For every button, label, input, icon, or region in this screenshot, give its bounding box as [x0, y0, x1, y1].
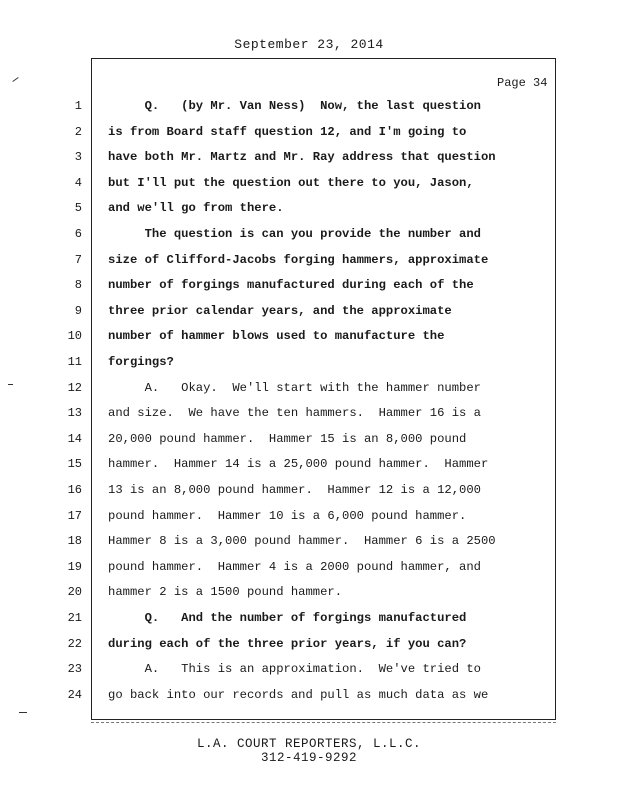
scan-mark: [8, 384, 13, 385]
line-number: 13: [67, 406, 82, 420]
line-number: 20: [67, 585, 82, 599]
line-number: 1: [74, 99, 82, 113]
page-number: Page 34: [497, 76, 548, 90]
transcript-line: A. This is an approximation. We've tried to: [108, 662, 481, 676]
transcript-line: Q. And the number of forgings manufactured: [108, 611, 467, 625]
line-number: 5: [74, 201, 82, 215]
transcript-line: go back into our records and pull as much data as we: [108, 688, 489, 702]
line-number: 19: [67, 560, 82, 574]
transcript-line: 20,000 pound hammer. Hammer 15 is an 8,000 pound: [108, 432, 467, 446]
line-number: 8: [74, 278, 82, 292]
transcript-line: three prior calendar years, and the approximate: [108, 304, 452, 318]
line-number: 18: [67, 534, 82, 548]
transcript-date: September 23, 2014: [234, 37, 384, 52]
scan-mark: [12, 77, 18, 82]
transcript-line: size of Clifford-Jacobs forging hammers, approximate: [108, 253, 489, 267]
transcript-line: A. Okay. We'll start with the hammer number: [108, 381, 481, 395]
transcript-line: hammer 2 is a 1500 pound hammer.: [108, 585, 343, 599]
line-number: 3: [74, 150, 82, 164]
line-number: 6: [74, 227, 82, 241]
transcript-line: during each of the three prior years, if you can?: [108, 637, 467, 651]
line-number: 7: [74, 253, 82, 267]
line-number: 4: [74, 176, 82, 190]
line-number: 12: [67, 381, 82, 395]
line-number: 10: [67, 329, 82, 343]
transcript-line: hammer. Hammer 14 is a 25,000 pound hammer. Hammer: [108, 457, 489, 471]
line-number: 11: [67, 355, 82, 369]
line-number: 2: [74, 125, 82, 139]
transcript-line: forgings?: [108, 355, 174, 369]
line-number: 23: [67, 662, 82, 676]
transcript-line: pound hammer. Hammer 4 is a 2000 pound hammer, and: [108, 560, 481, 574]
line-number: 16: [67, 483, 82, 497]
transcript-line: pound hammer. Hammer 10 is a 6,000 pound hammer.: [108, 509, 467, 523]
transcript-line: and size. We have the ten hammers. Hammer 16 is a: [108, 406, 481, 420]
transcript-line: Hammer 8 is a 3,000 pound hammer. Hammer 6 is a 2500: [108, 534, 496, 548]
line-number: 9: [74, 304, 82, 318]
transcript-line: 13 is an 8,000 pound hammer. Hammer 12 is a 12,000: [108, 483, 481, 497]
transcript-line: number of hammer blows used to manufacture the: [108, 329, 445, 343]
footer-company: L.A. COURT REPORTERS, L.L.C.: [196, 737, 422, 751]
line-number: 14: [67, 432, 82, 446]
scan-mark: [19, 712, 27, 713]
transcript-line: is from Board staff question 12, and I'm going to: [108, 125, 467, 139]
line-number: 24: [67, 688, 82, 702]
line-number: 22: [67, 637, 82, 651]
line-number: 15: [67, 457, 82, 471]
transcript-line: and we'll go from there.: [108, 201, 284, 215]
transcript-line: Q. (by Mr. Van Ness) Now, the last question: [108, 99, 481, 113]
line-number: 21: [67, 611, 82, 625]
transcript-line: but I'll put the question out there to you, Jason,: [108, 176, 474, 190]
transcript-line: The question is can you provide the number and: [108, 227, 481, 241]
line-number: 17: [67, 509, 82, 523]
footer-phone: 312-419-9292: [260, 751, 357, 765]
transcript-line: number of forgings manufactured during each of the: [108, 278, 474, 292]
transcript-line: have both Mr. Martz and Mr. Ray address that question: [108, 150, 496, 164]
frame-bottom-edge: [91, 722, 556, 725]
